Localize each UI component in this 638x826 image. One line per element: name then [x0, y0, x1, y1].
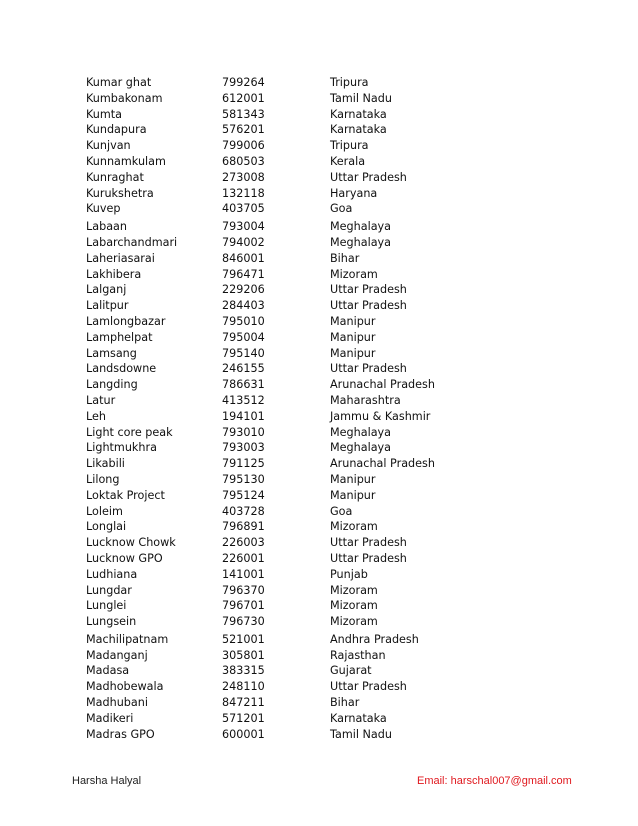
table-row [86, 614, 586, 630]
pincode: 847211 [222, 696, 265, 710]
place-name: Landsdowne [86, 362, 157, 376]
pincode: 795010 [222, 314, 265, 328]
state-name: Haryana [330, 186, 378, 200]
place-name: Latur [86, 393, 116, 407]
place-name: Machilipatnam [86, 632, 169, 646]
footer-author: Harsha Halyal [72, 775, 142, 787]
place-name: Lilong [86, 472, 120, 486]
pincode: 799006 [222, 139, 265, 153]
state-name: Goa [330, 504, 353, 518]
place-name: Laheriasarai [86, 251, 155, 265]
table-row [86, 679, 586, 695]
state-name: Karnataka [330, 711, 387, 725]
place-name: Kundapura [86, 123, 147, 137]
state-name: Karnataka [330, 123, 387, 137]
pincode: 612001 [222, 91, 265, 105]
state-name: Manipur [330, 346, 376, 360]
state-name: Mizoram [330, 583, 378, 597]
table-row [86, 154, 586, 170]
pincode: 226003 [222, 536, 265, 550]
table-row [86, 711, 586, 727]
place-name: Longlai [86, 520, 127, 534]
state-name: Goa [330, 202, 353, 216]
state-name: Meghalaya [330, 220, 392, 234]
place-name: Lucknow Chowk [86, 536, 176, 550]
state-name: Mizoram [330, 599, 378, 613]
state-name: Uttar Pradesh [330, 299, 407, 313]
state-name: Manipur [330, 472, 376, 486]
state-name: Tamil Nadu [330, 727, 392, 741]
table-row [86, 122, 586, 138]
state-name: Uttar Pradesh [330, 170, 407, 184]
place-name: Kumbakonam [86, 91, 163, 105]
pincode: 793004 [222, 220, 265, 234]
table-row [86, 648, 586, 664]
table-row [86, 583, 586, 599]
state-name: Uttar Pradesh [330, 362, 407, 376]
place-name: Ludhiana [86, 567, 138, 581]
state-name: Jammu & Kashmir [330, 409, 431, 423]
pincode: 795130 [222, 472, 265, 486]
state-name: Manipur [330, 488, 376, 502]
place-name: Lalitpur [86, 299, 129, 313]
table-row [86, 107, 586, 123]
place-name: Lightmukhra [86, 441, 157, 455]
state-name: Arunachal Pradesh [330, 378, 435, 392]
pincode: 403728 [222, 504, 265, 518]
table-row [86, 75, 586, 91]
pincode: 793010 [222, 425, 265, 439]
state-name: Uttar Pradesh [330, 283, 407, 297]
place-name: Loktak Project [86, 488, 165, 502]
pincode: 796471 [222, 267, 265, 281]
pincode: 795124 [222, 488, 265, 502]
state-name: Mizoram [330, 267, 378, 281]
state-name: Meghalaya [330, 235, 392, 249]
pincode: 795140 [222, 346, 265, 360]
place-name: Lungdar [86, 583, 132, 597]
state-name: Tripura [330, 139, 369, 153]
table-row [86, 632, 586, 648]
place-name: Madasa [86, 664, 130, 678]
pincode: 273008 [222, 170, 265, 184]
place-name: Labarchandmari [86, 235, 178, 249]
pincode: 576201 [222, 123, 265, 137]
state-name: Bihar [330, 696, 360, 710]
place-name: Lucknow GPO [86, 551, 163, 565]
table-row [86, 346, 586, 362]
pincode: 248110 [222, 680, 265, 694]
table-row [86, 186, 586, 202]
place-name: Lamlongbazar [86, 314, 166, 328]
place-name: Lungsein [86, 615, 137, 629]
state-name: Kerala [330, 154, 366, 168]
state-name: Gujarat [330, 664, 372, 678]
table-row [86, 219, 586, 235]
pincode: 403705 [222, 202, 265, 216]
state-name: Mizoram [330, 520, 378, 534]
place-name: Light core peak [86, 425, 173, 439]
table-row [86, 361, 586, 377]
table-row [86, 91, 586, 107]
place-name: Madanganj [86, 648, 148, 662]
table-row [86, 393, 586, 409]
pincode: 795004 [222, 330, 265, 344]
pincode-table [86, 75, 586, 742]
pincode: 194101 [222, 409, 265, 423]
place-name: Madhobewala [86, 680, 164, 694]
pincode: 793003 [222, 441, 265, 455]
state-name: Uttar Pradesh [330, 680, 407, 694]
state-name: Meghalaya [330, 441, 392, 455]
state-name: Karnataka [330, 107, 387, 121]
table-row [86, 440, 586, 456]
table-row [86, 488, 586, 504]
table-row [86, 519, 586, 535]
pincode: 796370 [222, 583, 265, 597]
pincode: 680503 [222, 154, 265, 168]
pincode: 794002 [222, 235, 265, 249]
pincode: 305801 [222, 648, 265, 662]
footer-email: Email: harschal007@gmail.com [417, 775, 572, 787]
place-name: Lamsang [86, 346, 137, 360]
place-name: Lamphelpat [86, 330, 153, 344]
pincode: 799264 [222, 76, 265, 89]
table-row [86, 727, 586, 743]
state-name: Rajasthan [330, 648, 386, 662]
place-name: Likabili [86, 457, 125, 471]
pincode: 141001 [222, 567, 265, 581]
state-name: Arunachal Pradesh [330, 457, 435, 471]
state-name: Meghalaya [330, 425, 392, 439]
table-row [86, 282, 586, 298]
table-row [86, 535, 586, 551]
state-name: Uttar Pradesh [330, 536, 407, 550]
place-name: Kuvep [86, 202, 121, 216]
table-row [86, 377, 586, 393]
table-row [86, 235, 586, 251]
table-row [86, 138, 586, 154]
table-row [86, 425, 586, 441]
state-name: Maharashtra [330, 393, 401, 407]
pincode: 229206 [222, 283, 265, 297]
place-name: Madikeri [86, 711, 134, 725]
table-row [86, 201, 586, 217]
state-name: Manipur [330, 314, 376, 328]
pincode: 571201 [222, 711, 265, 725]
pincode: 132118 [222, 186, 265, 200]
table-row [86, 472, 586, 488]
place-name: Labaan [86, 220, 127, 234]
pincode: 226001 [222, 551, 265, 565]
place-name: Langding [86, 378, 138, 392]
pincode: 284403 [222, 299, 265, 313]
place-name: Kumta [86, 107, 123, 121]
place-name: Kurukshetra [86, 186, 154, 200]
table-row [86, 598, 586, 614]
state-name: Uttar Pradesh [330, 551, 407, 565]
table-row [86, 251, 586, 267]
place-name: Kunnamkulam [86, 154, 166, 168]
place-name: Lakhibera [86, 267, 142, 281]
place-name: Kumar ghat [86, 76, 152, 89]
table-row [86, 663, 586, 679]
pincode: 600001 [222, 727, 265, 741]
pincode: 846001 [222, 251, 265, 265]
pincode: 246155 [222, 362, 265, 376]
table-row [86, 170, 586, 186]
place-name: Lalganj [86, 283, 127, 297]
place-name: Leh [86, 409, 107, 423]
state-name: Tripura [330, 76, 369, 89]
table-row [86, 330, 586, 346]
table-row [86, 409, 586, 425]
place-name: Madhubani [86, 696, 148, 710]
pincode: 581343 [222, 107, 265, 121]
table-row [86, 695, 586, 711]
table-row [86, 267, 586, 283]
place-name: Lunglei [86, 599, 127, 613]
state-name: Manipur [330, 330, 376, 344]
place-name: Kunjvan [86, 139, 131, 153]
state-name: Punjab [330, 567, 368, 581]
pincode: 786631 [222, 378, 265, 392]
pincode: 791125 [222, 457, 265, 471]
pincode: 796730 [222, 615, 265, 629]
place-name: Madras GPO [86, 727, 155, 741]
pincode: 383315 [222, 664, 265, 678]
place-name: Loleim [86, 504, 123, 518]
place-name: Kunraghat [86, 170, 144, 184]
table-row [86, 504, 586, 520]
state-name: Bihar [330, 251, 360, 265]
pincode: 413512 [222, 393, 265, 407]
state-name: Tamil Nadu [330, 91, 392, 105]
table-row [86, 456, 586, 472]
pincode: 796891 [222, 520, 265, 534]
state-name: Andhra Pradesh [330, 632, 419, 646]
pincode: 521001 [222, 632, 265, 646]
pincode: 796701 [222, 599, 265, 613]
state-name: Mizoram [330, 615, 378, 629]
table-row [86, 298, 586, 314]
table-row [86, 567, 586, 583]
table-row [86, 551, 586, 567]
table-row [86, 314, 586, 330]
